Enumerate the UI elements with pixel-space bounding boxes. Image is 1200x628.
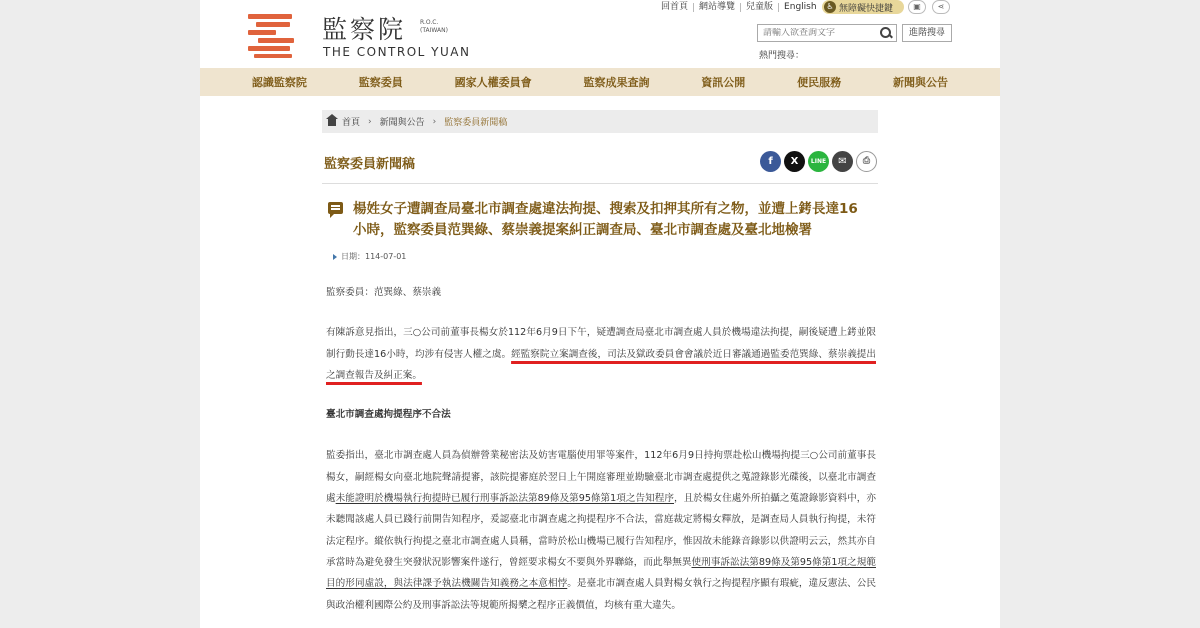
nav-news[interactable]: 新聞與公告	[892, 76, 948, 89]
roc-line: R.O.C.	[420, 19, 439, 26]
top-links	[656, 0, 822, 14]
article-members: 監察委員：范巽綠、蔡崇義	[326, 287, 442, 298]
kids-link[interactable]: 兒童版	[741, 3, 779, 12]
accessibility-label: 無障礙快捷鍵	[839, 3, 894, 14]
search-icon[interactable]	[880, 27, 892, 39]
nav-members[interactable]: 監察委員	[358, 76, 403, 89]
message-icon	[328, 202, 343, 214]
breadcrumb-separator: ›	[368, 116, 372, 127]
paragraph-2-text-a: 監委指出，臺北市調查處人員為偵辦營業秘密法及妨害電腦使用罪等案件，112年6月9日持拘票赴松山機場拘提三○公司前董事長楊女，嗣經楊女向臺北地院聲請提審，該院提審庭於翌日上午開庭審理並勘驗臺北市調查處提供之蒐證錄影光碟後，以臺北市調查處	[326, 450, 876, 505]
breadcrumb-current[interactable]: 監察委員新聞稿	[444, 118, 508, 128]
english-link[interactable]: English	[784, 1, 817, 12]
nav-results[interactable]: 監察成果查詢	[583, 76, 650, 89]
line-icon[interactable]: LINE	[808, 151, 829, 172]
accessibility-shortcut-button[interactable]	[822, 0, 904, 14]
main-nav	[200, 68, 1000, 96]
site-roc-label	[420, 19, 448, 35]
seal-icon[interactable]: ▣	[908, 0, 926, 14]
home-icon	[328, 119, 336, 126]
underlined-text-1: 未能證明於機場執行拘提時已履行刑事訴訟法第89條及第95條第1項之告知程序	[335, 493, 675, 505]
print-icon[interactable]: ⎙	[856, 151, 877, 172]
nav-information[interactable]: 資訊公開	[701, 76, 746, 89]
article-headline	[328, 199, 868, 241]
title-divider	[322, 183, 878, 184]
page-title: 監察委員新聞稿	[324, 157, 416, 172]
search-input[interactable]	[758, 28, 876, 38]
accessibility-icon: ♿	[824, 1, 836, 13]
nav-services[interactable]: 便民服務	[797, 76, 842, 89]
bullet-triangle-icon	[333, 254, 337, 260]
underlined-text-2: 使刑事訴訟法第89條及第95條第1項之規範目的形同虛設，與法律課予執法機關告知義務之本意相悖	[326, 556, 876, 590]
facebook-icon[interactable]: f	[760, 151, 781, 172]
breadcrumb-separator: ›	[432, 116, 437, 127]
site-name-en: THE CONTROL YUAN	[323, 45, 471, 59]
hot-search-label: 熱門搜尋：	[759, 51, 805, 61]
article-date	[333, 251, 406, 262]
x-icon[interactable]: X	[784, 151, 805, 172]
search-box	[757, 24, 897, 42]
nav-human-rights[interactable]: 國家人權委員會	[454, 76, 532, 89]
taiwan-line: (TAIWAN)	[420, 27, 448, 34]
paragraph-2-text-c: 。是臺北市調查處人員對楊女執行之拘提程序顯有瑕疵，違反憲法、公民與政治權利國際公約及刑事訴訟法等規範所揭櫫之程序正義價值，均核有重大違失。	[326, 578, 877, 611]
mail-icon[interactable]: ✉	[832, 151, 853, 172]
article-body	[326, 282, 876, 616]
breadcrumb-news[interactable]: 新聞與公告	[379, 118, 425, 128]
breadcrumb-home[interactable]: 首頁	[342, 118, 361, 128]
advanced-search-button[interactable]: 進階搜尋	[902, 24, 952, 42]
page	[200, 0, 1000, 628]
home-link[interactable]: 回首頁	[656, 3, 694, 12]
article-paragraph-2	[326, 445, 876, 615]
paragraph-1-text: 有陳訴意見指出，三○公司前董事長楊女於112年6月9日下午，疑遭調查局臺北市調查處人員於機場違法拘提，嗣後疑遭上銬並限制行動長達16小時，均涉有侵害人權之虞。	[326, 327, 876, 360]
article-title: 楊姓女子遭調查局臺北市調查處違法拘提、搜索及扣押其所有之物，並遭上銬長達16小時，監察委員范巽綠、蔡崇義提案糾正調查局、臺北市調查處及臺北地檢署	[353, 201, 858, 238]
nav-about[interactable]: 認識監察院	[251, 76, 307, 89]
share-icon[interactable]: ⋖	[932, 0, 950, 14]
control-yuan-logo[interactable]	[248, 14, 298, 58]
date-text: 日期：114-07-01	[341, 252, 407, 261]
article-subheading: 臺北市調查處拘提程序不合法	[326, 409, 451, 421]
article-paragraph-1	[326, 322, 876, 386]
highlighted-text: 經監察院立案調查後，司法及獄政委員會會議於近日審議通過監委范巽綠、蔡崇義提出之調查報告及糾正案。	[326, 348, 876, 381]
sitemap-link[interactable]: 網站導覽	[694, 3, 741, 12]
site-name-cn: 監察院	[322, 15, 407, 44]
breadcrumb	[322, 110, 878, 133]
share-buttons	[760, 151, 877, 172]
paragraph-2-text-b: ，且於楊女住處外所拍攝之蒐證錄影資料中，亦未聽聞該處人員已踐行前開告知程序，爰認臺北市調查處之拘提程序不合法，當庭裁定將楊女釋放，是調查局人員執行拘提，未符法定程序。縱依執行拘提之臺北市調查處人員稱，當時於松山機場已履行告知程序，惟因故未能錄音錄影以供證明云云，然其亦自承當時為避免發生突發狀況影響案件遂行，曾經要求楊女不要與外界聯絡，而此舉無異	[326, 493, 877, 568]
